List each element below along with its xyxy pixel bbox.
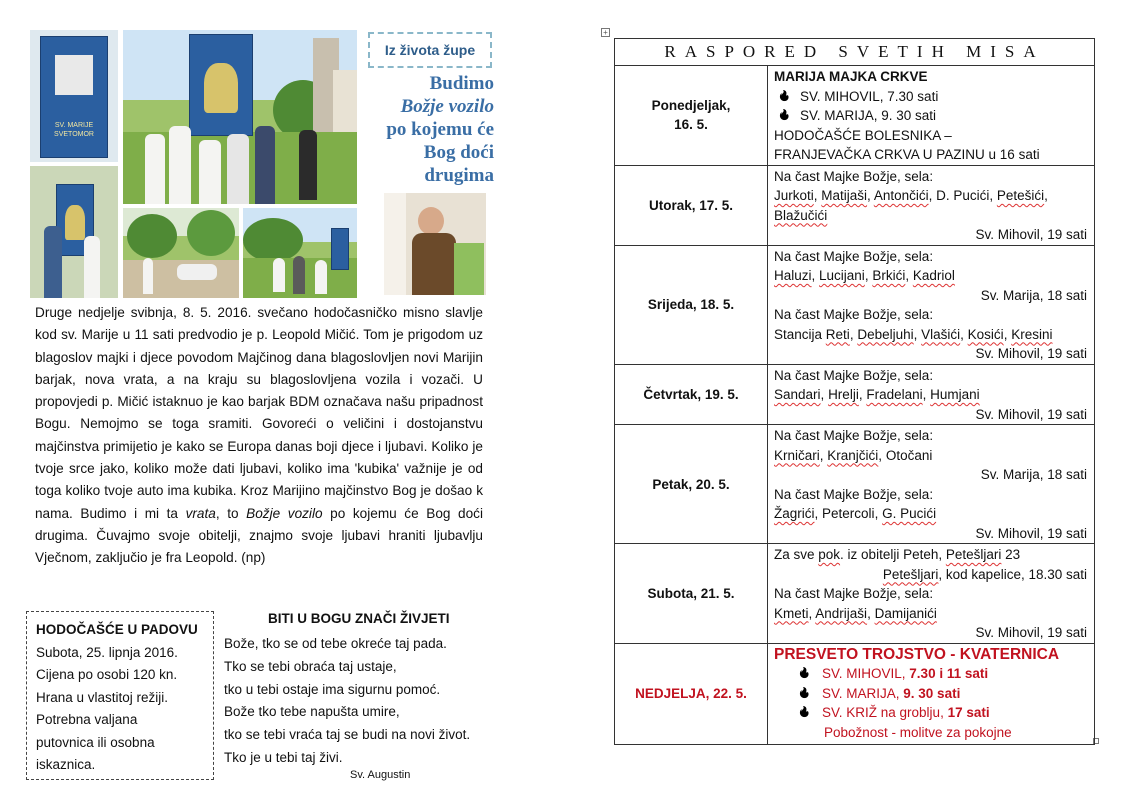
photo-flag-bearer [30,166,118,298]
table-move-handle[interactable]: + [601,28,610,37]
photo-cars [123,208,239,298]
table-row [615,544,1095,644]
poem: Bože, tko se od tebe okreće taj pada. Tko se tebi obraća taj ustaje, tko u tebi ostaje ima sigurnu pomoć. Bože tko tebe napušta umire, tko se tebi vraća taj se budi na novi život. Tko je u tebi taj živi. [224,636,471,765]
photo-priest [384,193,486,295]
day-saturday: Subota, 21. 5. [615,544,768,644]
mass-schedule-table [614,38,1095,745]
poem-title: BITI U BOGU ZNAČI ŽIVJETI [268,611,450,626]
table-row [615,364,1095,425]
day-wednesday: Srijeda, 18. 5. [615,245,768,364]
photo-banner-flag [30,30,118,162]
friday-details: Na čast Majke Božje, sela: Krničari, Kranjčići, Otočani Sv. Marija, 18 sati Na čast Majke Božje, sela: Žagrići, Petercoli, G. Pucići Sv. Mihovil, 19 sati [768,425,1095,544]
article-text: Druge nedjelje svibnja, 8. 5. 2016. svečano hodočasničko misno slavlje kod sv. Marije u 11 sati predvodio je p. Leopold Mičić. Tom je prigodom uz blagoslov majki i djece povodom Majčinog dana blagoslovljen novi Marijin barjak, nova vrata, a na kraju su blagoslovljena vozila i vozači. U propovjedi p. Mičić istaknuo je kao barjak BDM označava našu pripadnost Bogu. Nemojmo se toga sramiti. Govoreći o veličini i dostojanstvu majčinstva primijetio je kako se Europa danas boji djece i ljubavi. Koliko je tvoje srce jako, koliko može dati ljubavi, koliko ima 'kubika' važnije je od toga koliko tvoje auto ima kubika. Kroz Marijino majčinstvo Bog je došao k nama. Budimo i mi ta vrata, to Božje vozilo po kojemu će Bog doći drugima. Čuvajmo svoje obitelji, znajmo svoje ljubavi hraniti ljubavlju Vječnom, zaključio je fra Leopold. (np) [35,305,483,566]
thursday-details: Na čast Majke Božje, sela: Sandari, Hrelji, Fradelani, Humjani Sv. Mihovil, 19 sati [768,364,1095,425]
padova-title: HODOČAŠĆE U PADOVU [36,622,198,637]
photo-gathering [243,208,357,298]
saturday-details: Za sve pok. iz obitelji Peteh, Petešljari 23 Petešljari, kod kapelice, 18.30 sati Na čast Majke Božje, sela: Kmeti, Andrijaši, Damijanići Sv. Mihovil, 19 sati [768,544,1095,644]
schedule-title: RASPORED SVETIH MISA [615,39,1095,66]
poem-signature: Sv. Augustin [350,769,411,781]
headline: Budimo Božje vozilo po kojemu će Bog doći drugima [386,73,494,186]
section-tag: Iz života župe [368,32,492,68]
sunday-details: PRESVETO TROJSTVO - KVATERNICA 🔥 SV. MIHOVIL, 7.30 i 11 sati 🔥 SV. MARIJA, 9. 30 sati 🔥 SV. KRIŽ na groblju, 17 sati Pobožnost - molitve za pokojne [768,643,1095,744]
day-sunday: NEDJELJA, 22. 5. [615,643,768,744]
tuesday-details: Na čast Majke Božje, sela: Jurkoti, Matijaši, Antončići, D. Pucići, Petešići, Blažučići Sv. Mihovil, 19 sati [768,165,1095,245]
table-row [615,425,1095,544]
photo-procession [123,30,357,204]
padova-pilgrimage-box: HODOČAŠĆE U PADOVU Subota, 25. lipnja 2016. Cijena po osobi 120 kn. Hrana u vlastitoj režiji. Potrebna valjana putovnica ili osobna iskaznica. [26,611,214,780]
day-monday: Ponedjeljak, 16. 5. [615,66,768,166]
banner-caption: SV. MARIJE SVETOMOR [54,122,94,138]
table-row [615,165,1095,245]
table-row [615,66,1095,166]
table-row [615,245,1095,364]
day-friday: Petak, 20. 5. [615,425,768,544]
table-row [615,643,1095,744]
wednesday-details: Na čast Majke Božje, sela: Haluzi, Lucijani, Brkići, Kadriol Sv. Marija, 18 sati Na čast Majke Božje, sela: Stancija Reti, Debeljuhi, Vlašići, Kosići, Kresini Sv. Mihovil, 19 sati [768,245,1095,364]
day-thursday: Četvrtak, 19. 5. [615,364,768,425]
day-tuesday: Utorak, 17. 5. [615,165,768,245]
monday-details: MARIJA MAJKA CRKVE 🔥 SV. MIHOVIL, 7.30 sati 🔥 SV. MARIJA, 9. 30 sati HODOČAŠĆE BOLESNIKA – FRANJEVAČKA CRKVA U PAZINU u 16 sati [768,66,1095,166]
